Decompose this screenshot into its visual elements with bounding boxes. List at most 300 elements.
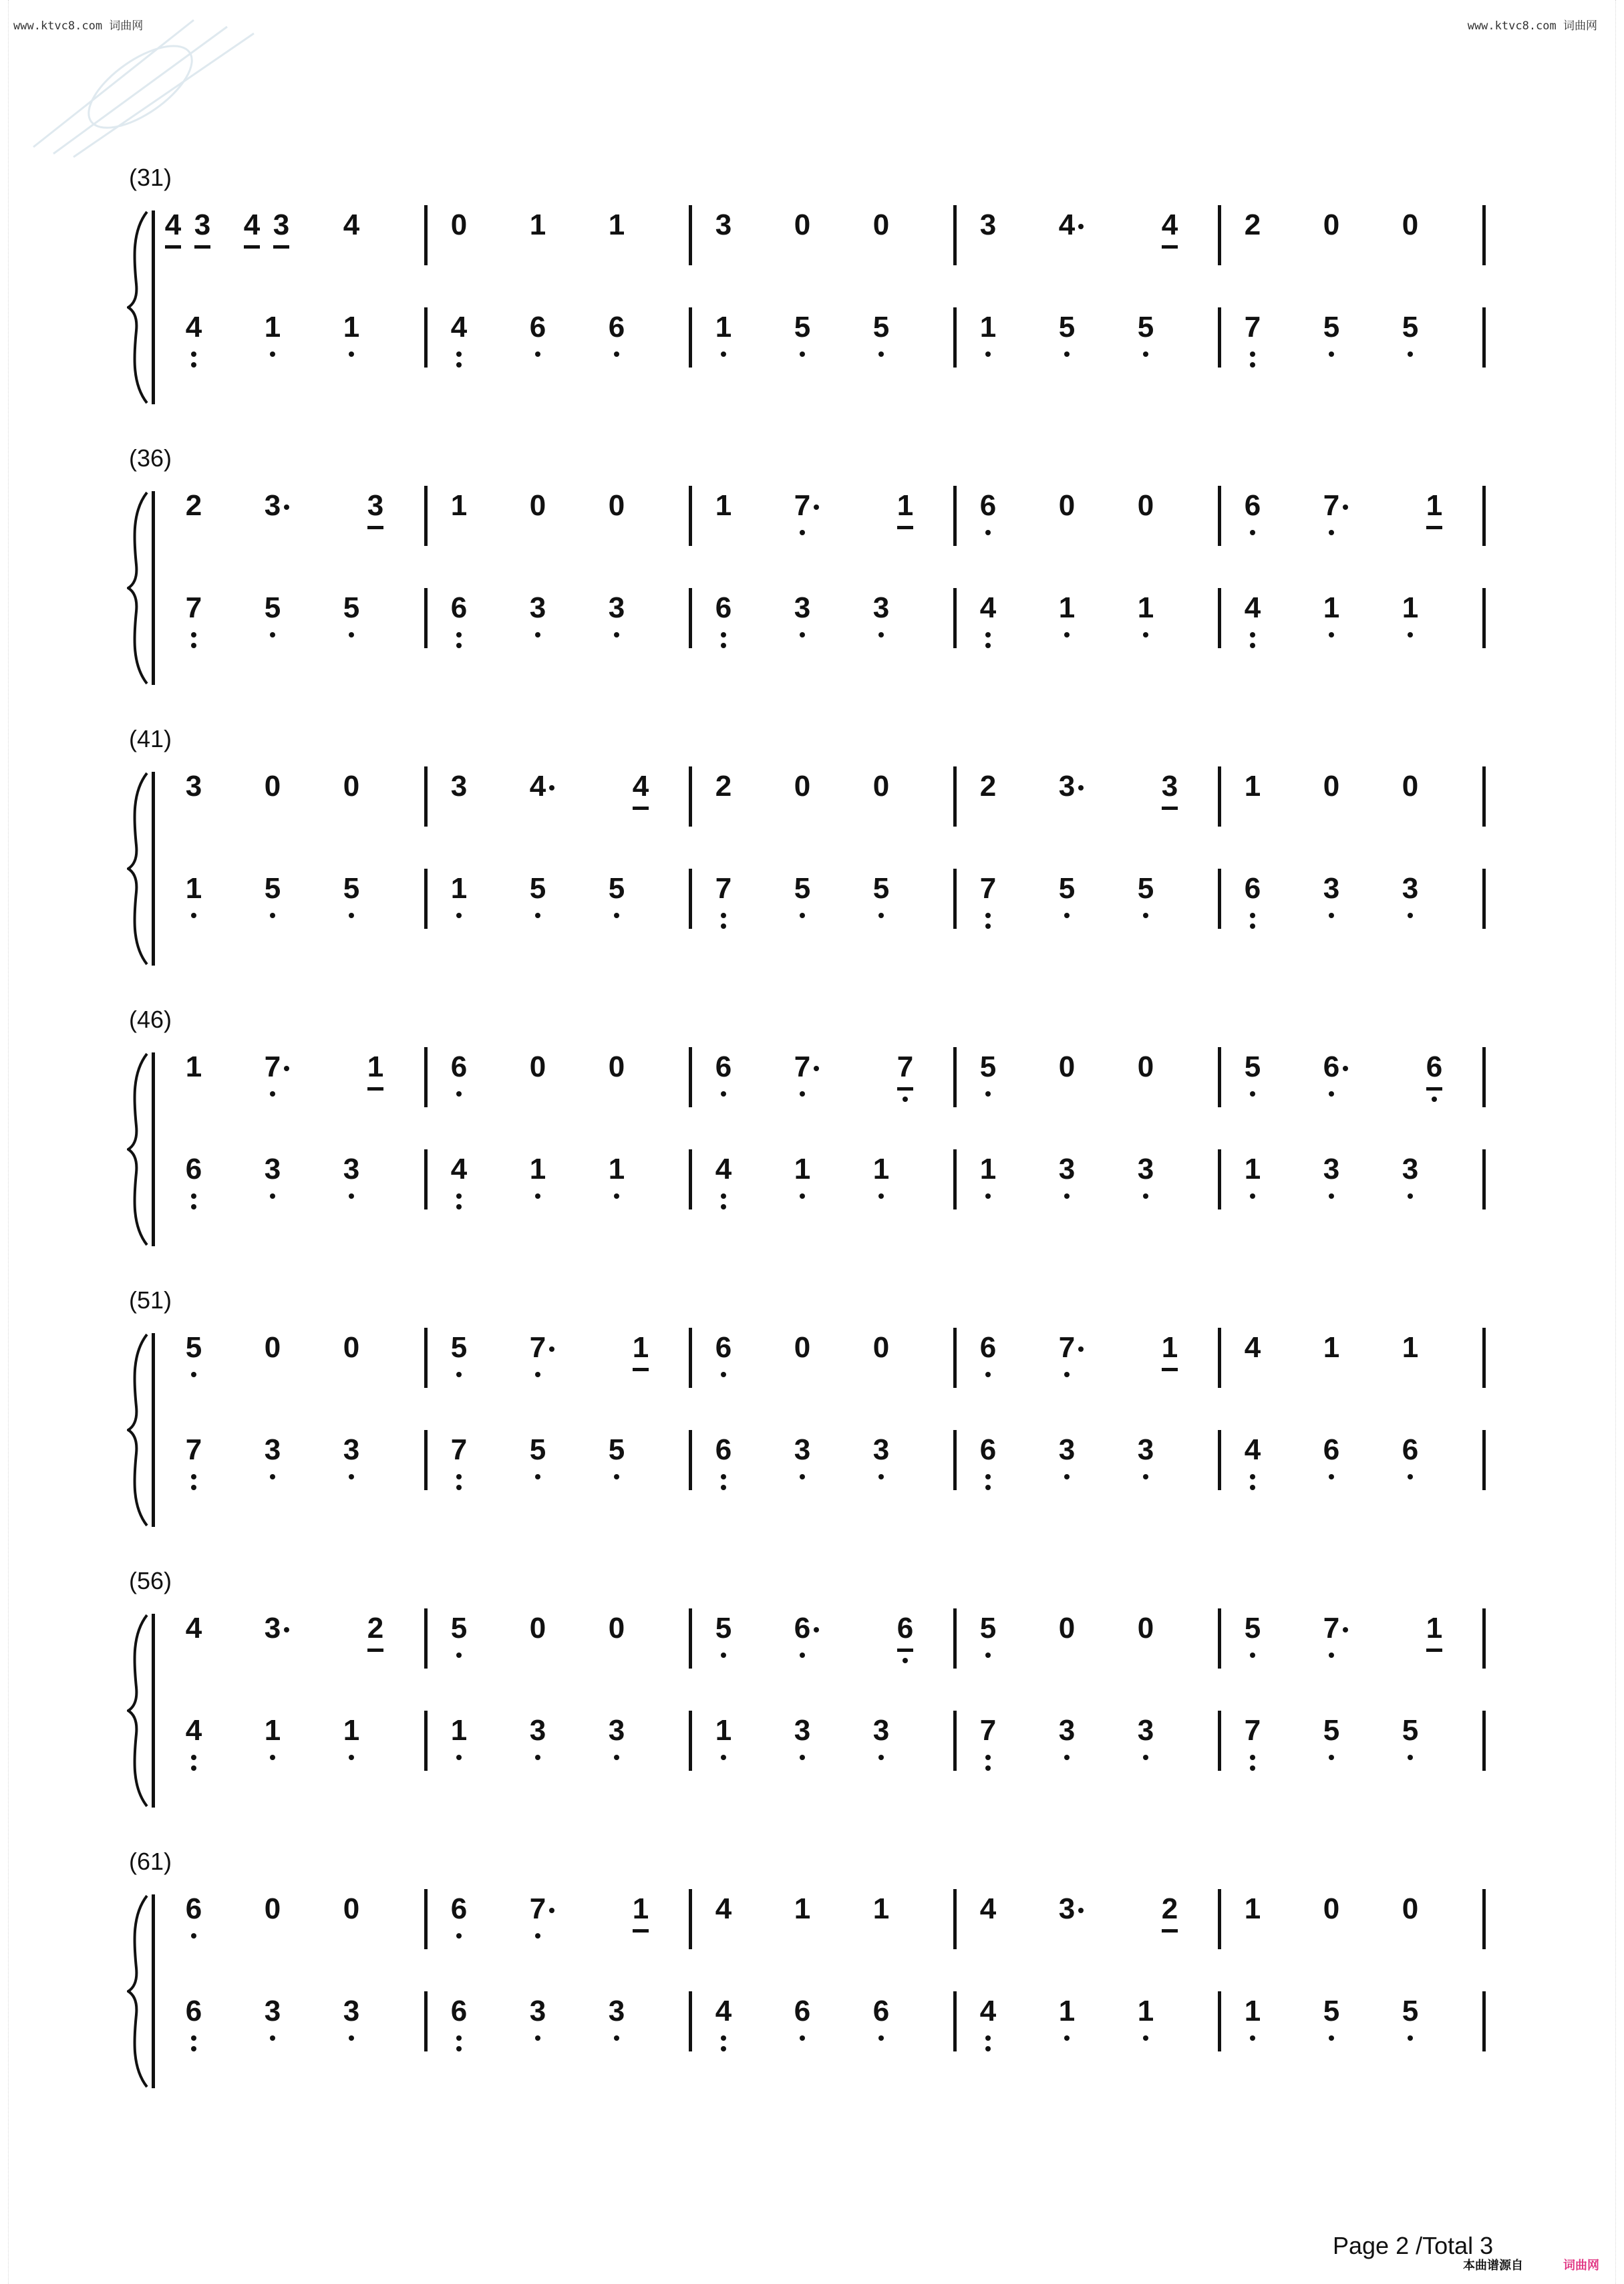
augmentation-dot <box>1078 1346 1084 1352</box>
octave-dot-below <box>1432 1097 1437 1102</box>
note-digit: 4 <box>343 208 360 241</box>
note-digit: 0 <box>529 1612 546 1645</box>
note-lower-m65-2 <box>1387 1991 1434 2058</box>
octave-dot-below <box>800 351 805 357</box>
octave-dot-below <box>985 1755 991 1760</box>
note-digit: 1 <box>1162 1328 1178 1371</box>
note-upper-m40-2 <box>1411 486 1458 553</box>
note-digit: 5 <box>608 1433 625 1466</box>
note-upper-m46-2 <box>352 1047 399 1114</box>
note-digit: 3 <box>450 770 468 803</box>
octave-dot-below <box>456 1485 462 1490</box>
augmentation-dot <box>284 505 289 510</box>
note-digit: 5 <box>872 872 890 905</box>
barline <box>424 1149 428 1209</box>
note-digit: 7 <box>529 1892 546 1925</box>
note-digit: 0 <box>608 1050 625 1083</box>
augmentation-dot <box>284 1066 289 1071</box>
note-digit: 5 <box>1323 311 1340 343</box>
barline <box>1218 1991 1221 2051</box>
octave-dot-below <box>985 2035 991 2041</box>
note-digit: 0 <box>794 770 811 803</box>
note-digit: 0 <box>608 489 625 522</box>
note-upper-m49-0 <box>965 1047 1011 1114</box>
note-digit: 6 <box>1323 1050 1340 1083</box>
note-upper-m61-0 <box>170 1889 217 1956</box>
note-digit: 5 <box>1137 872 1154 905</box>
barline <box>1482 1711 1486 1771</box>
note-upper-m31-0-1 <box>189 205 216 272</box>
system-start-line <box>152 1052 155 1246</box>
note-upper-m34-0 <box>965 205 1011 272</box>
note-digit: 6 <box>450 1892 468 1925</box>
note-upper-m65-1 <box>1308 1889 1355 1956</box>
note-lower-m40-2 <box>1387 588 1434 655</box>
note-digit: 3 <box>1323 1153 1340 1185</box>
note-lower-m37-1 <box>514 588 561 655</box>
note-digit: 5 <box>1402 1995 1419 2027</box>
note-digit: 2 <box>715 770 732 803</box>
note-digit: 7 <box>1058 1331 1076 1364</box>
octave-dot-below <box>1064 1474 1070 1479</box>
barline <box>1218 1149 1221 1209</box>
note-digit: 4 <box>244 205 260 249</box>
system-start-line <box>152 491 155 685</box>
octave-dot-below <box>1143 2035 1148 2041</box>
octave-dot-below <box>1250 1474 1255 1479</box>
note-digit: 1 <box>794 1153 811 1185</box>
octave-dot-below <box>191 1755 196 1760</box>
note-digit: 1 <box>608 1153 625 1185</box>
note-digit: 6 <box>1426 1047 1442 1091</box>
note-digit: 0 <box>1137 1050 1154 1083</box>
octave-dot-below <box>614 913 619 918</box>
note-digit: 2 <box>367 1608 383 1652</box>
note-upper-m64-0 <box>965 1889 1011 1956</box>
note-digit: 6 <box>715 591 732 624</box>
note-digit: 1 <box>608 208 625 241</box>
barline <box>953 869 957 929</box>
barline <box>953 1430 957 1490</box>
barline <box>953 486 957 546</box>
note-digit: 5 <box>872 311 890 343</box>
note-digit: 6 <box>715 1331 732 1364</box>
page-indicator: Page 2 /Total 3 <box>1333 2232 1494 2259</box>
octave-dot-below <box>1250 923 1255 929</box>
note-digit: 6 <box>1402 1433 1419 1466</box>
note-digit: 7 <box>185 1433 202 1466</box>
note-digit: 0 <box>1137 1612 1154 1645</box>
octave-dot-below <box>1408 1755 1413 1760</box>
note-lower-m44-0 <box>965 869 1011 936</box>
note-lower-m48-0 <box>700 1149 747 1216</box>
note-lower-m65-0 <box>1229 1991 1276 2058</box>
note-digit: 4 <box>185 1714 202 1747</box>
note-upper-m56-1 <box>249 1608 296 1675</box>
score-system <box>0 444 1624 665</box>
note-lower-m54-1 <box>1043 1430 1090 1497</box>
note-digit: 4 <box>1162 205 1178 249</box>
note-digit: 3 <box>1058 1714 1076 1747</box>
note-digit: 4 <box>1244 591 1261 624</box>
octave-dot-below <box>1408 1474 1413 1479</box>
note-digit: 7 <box>1323 1612 1340 1645</box>
barline <box>424 588 428 648</box>
octave-dot-below <box>191 1474 196 1479</box>
note-digit: 7 <box>185 591 202 624</box>
augmentation-dot <box>814 1066 819 1071</box>
score-system <box>0 1006 1624 1226</box>
note-lower-m62-0 <box>436 1991 482 2058</box>
note-digit: 6 <box>185 1153 202 1185</box>
barline <box>424 869 428 929</box>
note-digit: 3 <box>367 486 383 529</box>
barline <box>953 307 957 368</box>
note-digit: 5 <box>1058 311 1076 343</box>
barline <box>1482 1047 1486 1107</box>
note-upper-m50-1 <box>1308 1047 1355 1114</box>
note-lower-m59-1 <box>1043 1711 1090 1777</box>
note-lower-m63-2 <box>858 1991 905 2058</box>
note-digit: 4 <box>979 1995 997 2027</box>
octave-dot-below <box>721 1091 726 1097</box>
barline <box>1218 588 1221 648</box>
note-digit: 1 <box>979 311 997 343</box>
note-lower-m59-0 <box>965 1711 1011 1777</box>
note-digit: 1 <box>1402 591 1419 624</box>
note-upper-m39-2 <box>1122 486 1169 553</box>
barline <box>1218 205 1221 265</box>
barline <box>953 1991 957 2051</box>
octave-dot-below <box>349 1193 354 1199</box>
note-upper-m40-1 <box>1308 486 1355 553</box>
barline <box>1218 1608 1221 1669</box>
note-digit: 6 <box>979 489 997 522</box>
octave-dot-below <box>800 632 805 637</box>
octave-dot-below <box>985 1765 991 1771</box>
note-upper-m36-0 <box>170 486 217 553</box>
note-digit: 6 <box>1244 489 1261 522</box>
note-lower-m42-0 <box>436 869 482 936</box>
note-digit: 1 <box>264 311 281 343</box>
octave-dot-below <box>456 643 462 648</box>
note-digit: 0 <box>1402 208 1419 241</box>
note-lower-m43-0 <box>700 869 747 936</box>
note-digit: 1 <box>1426 486 1442 529</box>
note-lower-m56-0 <box>170 1711 217 1777</box>
barline <box>689 869 692 929</box>
note-upper-m34-1 <box>1043 205 1090 272</box>
note-upper-m62-1 <box>514 1889 561 1956</box>
note-digit: 3 <box>1058 770 1076 803</box>
note-upper-m50-0 <box>1229 1047 1276 1114</box>
octave-dot-below <box>1329 1474 1334 1479</box>
note-lower-m46-0 <box>170 1149 217 1216</box>
note-lower-m39-1 <box>1043 588 1090 655</box>
note-lower-m42-2 <box>593 869 640 936</box>
octave-dot-below <box>535 632 540 637</box>
barline <box>1218 486 1221 546</box>
note-upper-m51-2 <box>328 1328 375 1395</box>
note-digit: 3 <box>1137 1433 1154 1466</box>
note-lower-m33-1 <box>779 307 826 374</box>
note-digit: 1 <box>450 489 468 522</box>
note-digit: 4 <box>1058 208 1076 241</box>
note-upper-m62-0 <box>436 1889 482 1956</box>
octave-dot-below <box>1064 913 1070 918</box>
augmentation-dot <box>814 505 819 510</box>
note-lower-m37-0 <box>436 588 482 655</box>
barline <box>953 766 957 827</box>
note-upper-m61-2 <box>328 1889 375 1956</box>
augmentation-dot <box>1078 785 1084 791</box>
barline <box>689 1328 692 1388</box>
octave-dot-below <box>1329 351 1334 357</box>
note-upper-m51-1 <box>249 1328 296 1395</box>
octave-dot-below <box>1250 1653 1255 1658</box>
note-digit: 0 <box>608 1612 625 1645</box>
octave-dot-below <box>456 1204 462 1209</box>
octave-dot-below <box>1143 913 1148 918</box>
note-digit: 1 <box>794 1892 811 1925</box>
octave-dot-below <box>456 1933 462 1939</box>
note-upper-m60-1 <box>1308 1608 1355 1675</box>
note-digit: 5 <box>450 1612 468 1645</box>
barline <box>1482 486 1486 546</box>
octave-dot-below <box>1329 530 1334 535</box>
barline <box>1218 307 1221 368</box>
octave-dot-below <box>191 1765 196 1771</box>
note-digit: 6 <box>185 1995 202 2027</box>
octave-dot-below <box>191 1204 196 1209</box>
barline <box>1218 766 1221 827</box>
octave-dot-below <box>985 1091 991 1097</box>
note-upper-m57-2 <box>593 1608 640 1675</box>
note-lower-m58-2 <box>858 1711 905 1777</box>
note-lower-m58-1 <box>779 1711 826 1777</box>
octave-dot-below <box>1143 1193 1148 1199</box>
note-digit: 6 <box>529 311 546 343</box>
note-digit: 5 <box>794 311 811 343</box>
note-digit: 3 <box>343 1153 360 1185</box>
octave-dot-below <box>985 923 991 929</box>
note-lower-m46-2 <box>328 1149 375 1216</box>
octave-dot-below <box>614 351 619 357</box>
note-digit: 5 <box>1402 311 1419 343</box>
note-lower-m49-0 <box>965 1149 1011 1216</box>
note-digit: 5 <box>185 1331 202 1364</box>
note-digit: 0 <box>872 770 890 803</box>
octave-dot-below <box>535 1933 540 1939</box>
note-lower-m35-1 <box>1308 307 1355 374</box>
octave-dot-below <box>721 1653 726 1658</box>
note-digit: 1 <box>264 1714 281 1747</box>
note-digit: 3 <box>264 489 281 522</box>
score-system <box>0 164 1624 384</box>
octave-dot-below <box>800 530 805 535</box>
note-digit: 4 <box>185 1612 202 1645</box>
note-digit: 4 <box>633 766 649 810</box>
barline <box>689 1047 692 1107</box>
octave-dot-below <box>349 632 354 637</box>
note-digit: 1 <box>450 872 468 905</box>
note-lower-m34-0 <box>965 307 1011 374</box>
note-upper-m37-1 <box>514 486 561 553</box>
octave-dot-below <box>878 913 884 918</box>
grand-staff-brace <box>127 772 154 966</box>
note-upper-m43-1 <box>779 766 826 833</box>
note-upper-m39-1 <box>1043 486 1090 553</box>
note-upper-m32-0 <box>436 205 482 272</box>
octave-dot-below <box>1408 913 1413 918</box>
note-digit: 3 <box>979 208 997 241</box>
note-digit: 7 <box>450 1433 468 1466</box>
note-upper-m55-1 <box>1308 1328 1355 1395</box>
note-digit: 5 <box>264 591 281 624</box>
note-lower-m62-2 <box>593 1991 640 2058</box>
barline <box>953 205 957 265</box>
note-upper-m36-2 <box>352 486 399 553</box>
note-lower-m38-1 <box>779 588 826 655</box>
octave-dot-below <box>1250 632 1255 637</box>
note-lower-m39-2 <box>1122 588 1169 655</box>
octave-dot-below <box>985 632 991 637</box>
measure-number: (46) <box>129 1006 172 1033</box>
note-digit: 4 <box>1244 1331 1261 1364</box>
system-start-line <box>152 1894 155 2088</box>
octave-dot-below <box>270 1755 275 1760</box>
note-digit: 6 <box>715 1050 732 1083</box>
note-upper-m42-1 <box>514 766 561 833</box>
note-lower-m43-1 <box>779 869 826 936</box>
note-digit: 6 <box>979 1331 997 1364</box>
octave-dot-below <box>1329 1653 1334 1658</box>
barline <box>424 1328 428 1388</box>
note-upper-m52-1 <box>514 1328 561 1395</box>
note-digit: 3 <box>608 1714 625 1747</box>
octave-dot-below <box>191 1193 196 1199</box>
score-system <box>0 725 1624 946</box>
note-upper-m41-0 <box>170 766 217 833</box>
note-upper-m63-0 <box>700 1889 747 1956</box>
note-digit: 1 <box>1137 1995 1154 2027</box>
note-upper-m57-1 <box>514 1608 561 1675</box>
note-digit: 0 <box>872 208 890 241</box>
note-upper-m49-2 <box>1122 1047 1169 1114</box>
note-digit: 1 <box>1323 591 1340 624</box>
barline <box>953 1149 957 1209</box>
note-digit: 1 <box>1137 591 1154 624</box>
note-digit: 0 <box>343 770 360 803</box>
augmentation-dot <box>1343 505 1348 510</box>
note-lower-m55-2 <box>1387 1430 1434 1497</box>
octave-dot-below <box>1408 1193 1413 1199</box>
note-lower-m33-0 <box>700 307 747 374</box>
score-system <box>0 1286 1624 1507</box>
note-lower-m54-2 <box>1122 1430 1169 1497</box>
note-digit: 7 <box>897 1047 913 1091</box>
augmentation-dot <box>814 1627 819 1632</box>
note-digit: 3 <box>529 1995 546 2027</box>
barline <box>1482 1430 1486 1490</box>
note-digit: 1 <box>979 1153 997 1185</box>
note-lower-m34-2 <box>1122 307 1169 374</box>
note-digit: 3 <box>1058 1892 1076 1925</box>
octave-dot-below <box>1250 351 1255 357</box>
barline <box>1482 588 1486 648</box>
note-upper-m65-2 <box>1387 1889 1434 1956</box>
barline <box>1482 1991 1486 2051</box>
note-digit: 3 <box>273 205 289 249</box>
barline <box>689 1608 692 1669</box>
note-lower-m63-0 <box>700 1991 747 2058</box>
note-upper-m41-2 <box>328 766 375 833</box>
octave-dot-below <box>721 1485 726 1490</box>
octave-dot-below <box>903 1097 908 1102</box>
note-lower-m57-2 <box>593 1711 640 1777</box>
note-upper-m31-2 <box>328 205 375 272</box>
note-digit: 3 <box>1323 872 1340 905</box>
note-lower-m45-0 <box>1229 869 1276 936</box>
augmentation-dot <box>1078 1908 1084 1913</box>
note-digit: 1 <box>715 311 732 343</box>
note-digit: 6 <box>185 1892 202 1925</box>
octave-dot-below <box>721 2035 726 2041</box>
note-lower-m41-2 <box>328 869 375 936</box>
note-upper-m65-0 <box>1229 1889 1276 1956</box>
note-digit: 7 <box>794 489 811 522</box>
note-lower-m41-0 <box>170 869 217 936</box>
note-lower-m62-1 <box>514 1991 561 2058</box>
octave-dot-below <box>535 351 540 357</box>
barline <box>953 1711 957 1771</box>
augmentation-dot <box>549 1908 554 1913</box>
note-upper-m42-2 <box>617 766 664 833</box>
barline <box>424 1047 428 1107</box>
note-lower-m32-0 <box>436 307 482 374</box>
note-upper-m48-0 <box>700 1047 747 1114</box>
note-upper-m45-1 <box>1308 766 1355 833</box>
note-digit: 6 <box>1323 1433 1340 1466</box>
note-lower-m60-2 <box>1387 1711 1434 1777</box>
octave-dot-below <box>456 1474 462 1479</box>
octave-dot-below <box>1408 632 1413 637</box>
note-digit: 7 <box>1323 489 1340 522</box>
note-lower-m47-1 <box>514 1149 561 1216</box>
octave-dot-below <box>270 351 275 357</box>
note-lower-m31-1 <box>249 307 296 374</box>
note-digit: 6 <box>608 311 625 343</box>
octave-dot-below <box>878 1474 884 1479</box>
note-digit: 1 <box>633 1328 649 1371</box>
octave-dot-below <box>1250 913 1255 918</box>
note-upper-m46-1 <box>249 1047 296 1114</box>
augmentation-dot <box>1078 224 1084 229</box>
note-digit: 1 <box>715 489 732 522</box>
octave-dot-below <box>1250 362 1255 368</box>
note-digit: 5 <box>1137 311 1154 343</box>
octave-dot-below <box>535 1755 540 1760</box>
octave-dot-below <box>721 351 726 357</box>
note-digit: 3 <box>608 1995 625 2027</box>
note-lower-m38-2 <box>858 588 905 655</box>
octave-dot-below <box>349 1755 354 1760</box>
note-digit: 0 <box>794 208 811 241</box>
barline <box>689 1430 692 1490</box>
note-upper-m32-2 <box>593 205 640 272</box>
note-lower-m49-1 <box>1043 1149 1090 1216</box>
note-upper-m38-2 <box>882 486 929 553</box>
